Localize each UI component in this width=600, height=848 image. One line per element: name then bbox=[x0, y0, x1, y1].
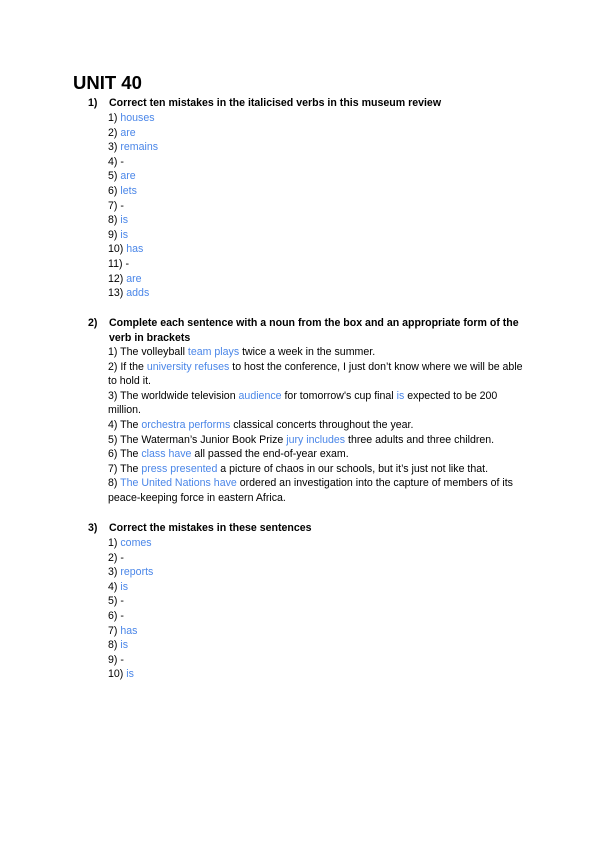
answer-value: - bbox=[120, 199, 124, 212]
answer-value: are bbox=[120, 170, 136, 183]
sentence-item bbox=[108, 360, 528, 389]
section-1-instruction: Correct ten mistakes in the italicised verbs in this museum review bbox=[109, 97, 442, 109]
answer-number: 5) bbox=[108, 595, 121, 608]
answer-number: 9) bbox=[108, 653, 121, 666]
answer-item bbox=[108, 653, 528, 668]
section-2-heading bbox=[88, 316, 528, 346]
answer-value: remains bbox=[120, 141, 159, 154]
answer-number: 5) bbox=[108, 170, 121, 183]
answer-item bbox=[108, 228, 528, 243]
answer-number: 8) bbox=[108, 214, 121, 227]
answer-number: 10) bbox=[108, 668, 127, 681]
sentence-text: expected to be 200 million. bbox=[108, 389, 498, 417]
answer-number: 1) bbox=[108, 112, 121, 124]
sentence-text: ordered an investigation into the capture of members of its peace-keeping force in eastern Africa. bbox=[108, 477, 513, 504]
answer-value: university refuses bbox=[146, 360, 230, 373]
answer-number: 7) bbox=[108, 624, 121, 637]
answer-number: 6) bbox=[108, 609, 121, 622]
answer-number: 11) bbox=[108, 257, 126, 270]
answer-item bbox=[108, 624, 528, 639]
answer-number: 10) bbox=[108, 243, 127, 256]
sentence-text: all passed the end-of-year exam. bbox=[191, 448, 349, 461]
answer-value: jury includes bbox=[286, 433, 346, 446]
answer-value: comes bbox=[120, 537, 152, 549]
sentence-text: 1) The volleyball bbox=[108, 346, 188, 358]
answer-item bbox=[108, 257, 528, 272]
answer-item bbox=[108, 609, 528, 624]
section-3-answer-list bbox=[108, 536, 528, 682]
sentence-text: 7) The bbox=[108, 462, 142, 475]
answer-number: 3) bbox=[108, 566, 121, 579]
answer-number: 2) bbox=[108, 126, 121, 139]
answer-number: 1) bbox=[108, 537, 121, 549]
answer-item bbox=[108, 140, 528, 155]
sentence-text: for tomorrow's cup final bbox=[281, 389, 397, 402]
answer-number: 3) bbox=[108, 141, 121, 154]
answer-value: orchestra performs bbox=[141, 418, 231, 431]
answer-value: class have bbox=[141, 448, 192, 461]
answer-number: 2) bbox=[108, 551, 121, 564]
answer-value: - bbox=[120, 595, 124, 608]
sentence-text: 4) The bbox=[108, 418, 142, 431]
sentence-item bbox=[108, 389, 528, 418]
answer-item bbox=[108, 594, 528, 609]
answer-item bbox=[108, 551, 528, 566]
answer-item bbox=[108, 242, 528, 257]
sentence-text: 6) The bbox=[108, 448, 142, 461]
answer-value: adds bbox=[126, 287, 150, 300]
answer-value: - bbox=[120, 551, 124, 564]
answer-number: 9) bbox=[108, 228, 121, 241]
sentence-item bbox=[108, 447, 528, 462]
answer-value: is bbox=[120, 639, 129, 652]
page-title: UNIT 40 bbox=[73, 72, 142, 93]
section-3-heading bbox=[88, 521, 528, 536]
answer-item bbox=[108, 667, 528, 682]
answer-item bbox=[108, 580, 528, 595]
answer-number: 12) bbox=[108, 272, 127, 285]
answer-item bbox=[108, 111, 528, 126]
sentence-text: 8) bbox=[108, 477, 121, 490]
answer-number: 7) bbox=[108, 199, 121, 212]
answer-value: houses bbox=[120, 112, 155, 124]
sentence-item bbox=[108, 433, 528, 448]
answer-item bbox=[108, 272, 528, 287]
answer-item bbox=[108, 286, 528, 301]
answer-value: - bbox=[120, 155, 124, 168]
answer-item bbox=[108, 126, 528, 141]
answer-value: reports bbox=[120, 566, 154, 579]
answer-value: has bbox=[120, 624, 138, 637]
sentence-item bbox=[108, 418, 528, 433]
section-3-number: 3) bbox=[88, 522, 98, 534]
answer-value: - bbox=[125, 257, 129, 270]
answer-item bbox=[108, 536, 528, 551]
section-2-sentence-list bbox=[108, 345, 528, 506]
answer-number: 8) bbox=[108, 639, 121, 652]
answer-number: 13) bbox=[108, 287, 127, 300]
answer-number: 4) bbox=[108, 155, 121, 168]
answer-value: lets bbox=[120, 184, 137, 197]
answer-value: has bbox=[126, 243, 144, 256]
sentence-text: classical concerts throughout the year. bbox=[230, 418, 414, 431]
sentence-text: three adults and three children. bbox=[345, 433, 495, 446]
answer-item bbox=[108, 169, 528, 184]
sentence-text: 3) The worldwide television bbox=[108, 389, 239, 402]
sentence-text: a picture of chaos in our schools, but it’s just not like that. bbox=[217, 462, 489, 475]
answer-value: is bbox=[120, 228, 129, 241]
answer-value: The United Nations have bbox=[120, 477, 237, 490]
sentence-text: to host the conference, I just don’t know where we will be able to hold it. bbox=[108, 360, 523, 388]
sentence-text: twice a week in the summer. bbox=[239, 346, 376, 358]
section-2-instruction: Complete each sentence with a noun from the box and an appropriate form of the verb in brackets bbox=[109, 317, 519, 344]
answer-value: team plays bbox=[187, 346, 240, 358]
section-1-heading bbox=[88, 96, 528, 111]
sentence-item bbox=[108, 345, 528, 360]
answer-item bbox=[108, 199, 528, 214]
answer-item bbox=[108, 155, 528, 170]
answer-value: is bbox=[120, 580, 129, 593]
answer-value: is bbox=[126, 668, 134, 681]
answer-value: press presented bbox=[141, 462, 218, 475]
answer-value: are bbox=[126, 272, 142, 285]
sentence-text: 2) If the bbox=[108, 360, 147, 373]
answer-value: are bbox=[120, 126, 136, 139]
section-3-instruction: Correct the mistakes in these sentences bbox=[109, 522, 312, 534]
answer-item bbox=[108, 565, 528, 580]
answer-value: - bbox=[120, 609, 124, 622]
sentence-item bbox=[108, 476, 528, 505]
section-1-number: 1) bbox=[88, 97, 98, 109]
answer-value: - bbox=[120, 653, 124, 666]
answer-item bbox=[108, 213, 528, 228]
answer-number: 6) bbox=[108, 184, 121, 197]
sentence-item bbox=[108, 462, 528, 477]
sentence-text: 5) The Waterman’s Junior Book Prize bbox=[108, 433, 287, 446]
answer-item bbox=[108, 638, 528, 653]
section-2-number: 2) bbox=[88, 317, 98, 329]
answer-value: is bbox=[120, 214, 129, 227]
section-1-answer-list bbox=[108, 111, 528, 301]
answer-value: audience bbox=[238, 389, 282, 402]
answer-value: is bbox=[396, 389, 405, 402]
answer-number: 4) bbox=[108, 580, 121, 593]
answer-item bbox=[108, 184, 528, 199]
